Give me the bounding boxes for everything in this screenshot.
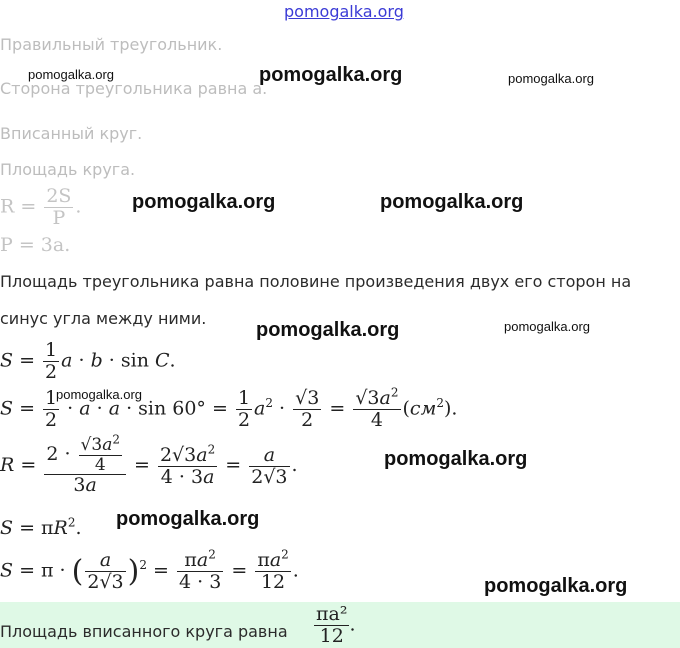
site-link[interactable]: pomogalka.org [284, 2, 404, 21]
explanation-line-2: синус угла между ними. [0, 309, 207, 328]
watermark: pomogalka.org [256, 319, 400, 341]
watermark: pomogalka.org [28, 67, 114, 82]
radius-formula: R = $\frac{2S}{P}$ . [0, 185, 82, 229]
watermark: pomogalka.org [56, 387, 142, 402]
watermark: pomogalka.org [380, 191, 524, 213]
watermark: pomogalka.org [504, 319, 590, 334]
explanation-line-1: Площадь треугольника равна половине произведения двух его сторон на [0, 272, 632, 291]
watermark: pomogalka.org [508, 71, 594, 86]
area-general-formula: S = $\frac{1}{2}$ a · b · sin C. [0, 339, 176, 383]
problem-line-1: Правильный треугольник. [0, 35, 223, 54]
watermark: pomogalka.org [259, 64, 403, 86]
watermark: pomogalka.org [484, 575, 628, 597]
area-triangle-formula: S = $\frac{1}{2}$ · a · a · sin 60° = $\frac{1}{2}$ $a^2$ · $\frac{√3}{2}$ = $\frac{√3a^2}{4}$ $(см^2)$. [0, 385, 458, 431]
problem-line-4: Площадь круга. [0, 160, 136, 179]
answer-fraction: $\frac{\text{πa²}}{12}$ . [316, 603, 356, 647]
perimeter-formula: P = 3a. [0, 234, 71, 256]
circle-area-formula: $S = \pi R^2$. [0, 515, 82, 539]
watermark: pomogalka.org [384, 448, 528, 470]
problem-line-2: Сторона треугольника равна a. [0, 79, 268, 98]
circle-area-calc-formula: S = π · ( $\frac{a}{2√3}$ )$^2$ = $\frac{\pi a^2}{4 \cdot 3}$ = $\frac{\pi a^2}{12}$ . [0, 547, 299, 593]
watermark: pomogalka.org [132, 191, 276, 213]
radius-calc-formula: R = 2 · $\frac{√3a^2}{4}$ 3a = $\frac{2√3a^2}{4 \cdot 3a}$ = $\frac{a}{2√3}$ . [0, 432, 298, 497]
watermark: pomogalka.org [116, 508, 260, 530]
answer-text: Площадь вписанного круга равна [0, 622, 288, 641]
problem-line-3: Вписанный круг. [0, 124, 143, 143]
